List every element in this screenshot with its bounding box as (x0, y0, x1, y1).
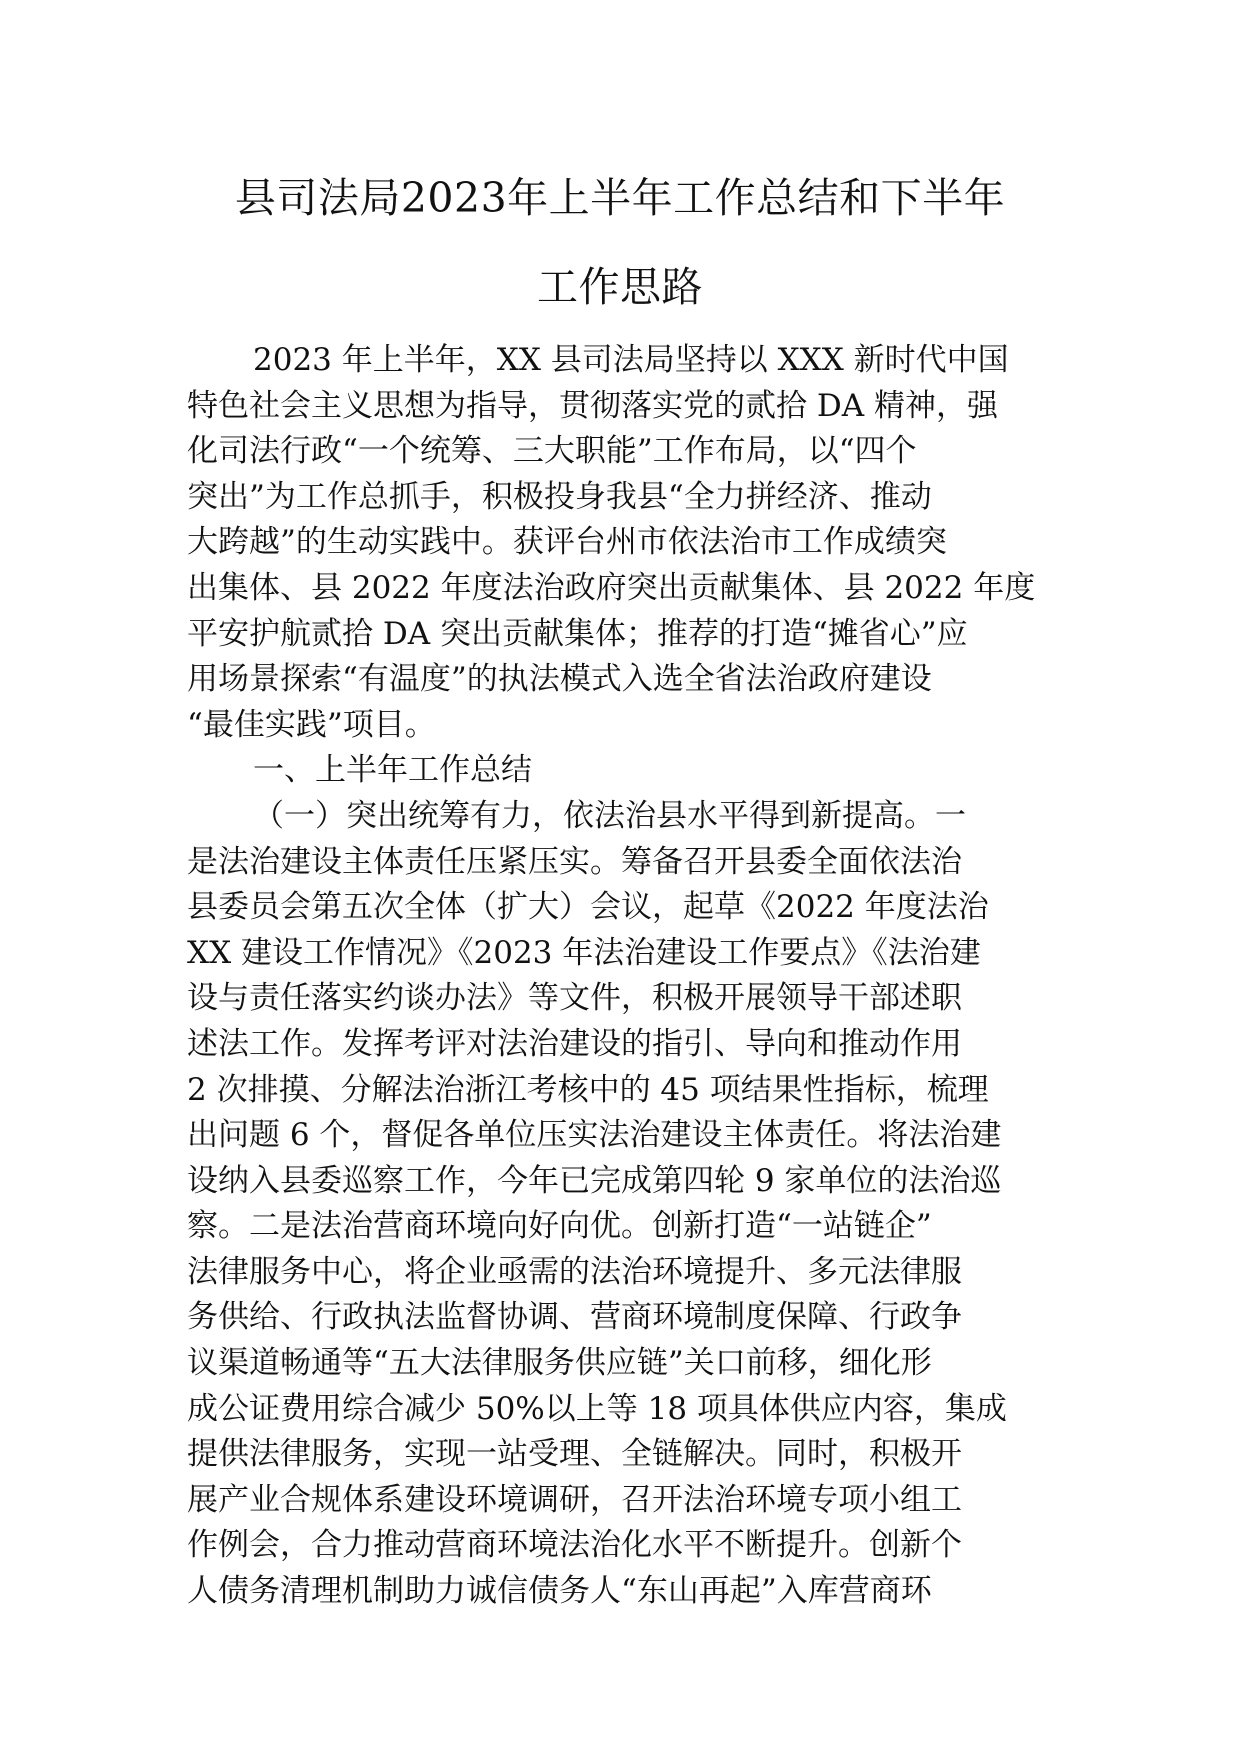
body-line: 出问题 6 个，督促各单位压实法治建设主体责任。将法治建 (187, 1117, 1002, 1154)
body-line: 人债务清理机制助力诚信债务人“东山再起”入库营商环 (187, 1573, 932, 1610)
body-line: 述法工作。发挥考评对法治建设的指引、导向和推动作用 (187, 1025, 962, 1062)
body-line: 用场景探索“有温度”的执法模式入选全省法治政府建设 (187, 661, 932, 698)
document-body (187, 338, 1057, 1615)
body-line: 成公证费用综合减少 50%以上等 18 项具体供应内容，集成 (187, 1390, 1007, 1427)
body-line: 2023 年上半年，XX 县司法局坚持以 XXX 新时代中国 (253, 342, 1009, 378)
body-line: （一）突出统筹有力，依法治县水平得到新提高。一 (253, 797, 966, 834)
body-line: 县委员会第五次全体（扩大）会议，起草《2022 年度法治 (187, 889, 989, 926)
body-line: 设与责任落实约谈办法》等文件，积极开展领导干部述职 (187, 980, 962, 1017)
body-line: 大跨越”的生动实践中。获评台州市依法治市工作成绩突 (187, 524, 947, 561)
body-line: 平安护航贰拾 DA 突出贡献集体；推荐的打造“摊省心”应 (187, 615, 968, 652)
body-line: 特色社会主义思想为指导，贯彻落实党的贰拾 DA 精神，强 (187, 387, 998, 424)
body-line: 突出”为工作总抓手，积极投身我县“全力拼经济、推动 (187, 478, 932, 515)
body-line: 提供法律服务，实现一站受理、全链解决。同时，积极开 (187, 1436, 962, 1473)
body-line: 务供给、行政执法监督协调、营商环境制度保障、行政争 (187, 1299, 962, 1336)
document-title-line-1: 县司法局2023年上半年工作总结和下半年 (234, 174, 1006, 222)
body-line: “最佳实践”项目。 (187, 706, 436, 743)
body-line: 议渠道畅通等“五大法律服务供应链”关口前移，细化形 (187, 1345, 932, 1382)
body-line: 出集体、县 2022 年度法治政府突出贡献集体、县 2022 年度 (187, 569, 1036, 606)
document-title-line-2: 工作思路 (537, 263, 703, 311)
body-line: 化司法行政“一个统筹、三大职能”工作布局，以“四个 (187, 433, 917, 470)
body-line: 设纳入县委巡察工作，今年已完成第四轮 9 家单位的法治巡 (187, 1162, 1002, 1199)
body-line: 作例会，合力推动营商环境法治化水平不断提升。创新个 (187, 1527, 962, 1564)
body-line: 一、上半年工作总结 (253, 752, 532, 789)
body-line: 法律服务中心，将企业亟需的法治环境提升、多元法律服 (187, 1253, 962, 1290)
body-line: 2 次排摸、分解法治浙江考核中的 45 项结果性指标，梳理 (187, 1071, 989, 1108)
body-line: XX 建设工作情况》《2023 年法治建设工作要点》《法治建 (187, 934, 981, 971)
body-line: 展产业合规体系建设环境调研，召开法治环境专项小组工 (187, 1481, 962, 1518)
body-line: 察。二是法治营商环境向好向优。创新打造“一站链企” (187, 1208, 932, 1245)
body-line: 是法治建设主体责任压紧压实。筹备召开县委全面依法治 (187, 843, 962, 880)
